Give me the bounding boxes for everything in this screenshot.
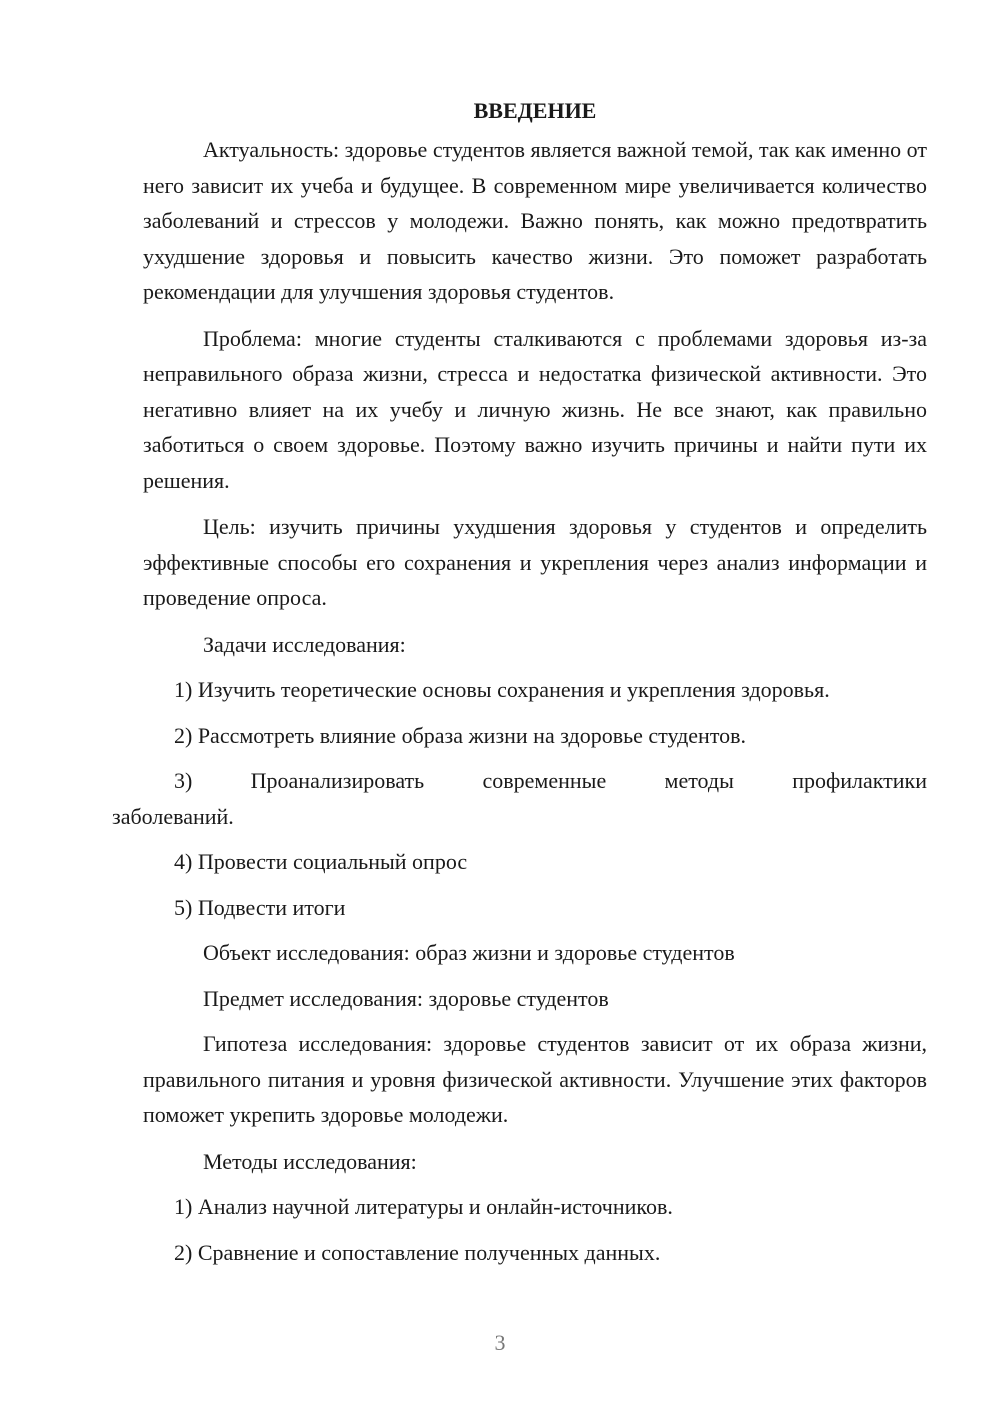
paragraph-problem: Проблема: многие студенты сталкиваются с проблемами здоровья из-за неправильного образа жизни, стресса и недостатка физической активности. Это негативно влияет на их учебу и личную жизнь. Не все знают, как правильно заботиться о своем здоровье. Поэтому важно изучить причины и найти пути их решения. <box>143 325 927 493</box>
task-item-4: 4) Провести социальный опрос <box>174 849 468 874</box>
tasks-heading: Задачи исследования: <box>203 631 406 657</box>
task-item-5: 5) Подвести итоги <box>174 894 346 920</box>
research-subject: Предмет исследования: здоровье студентов <box>203 985 609 1011</box>
paragraph-relevance: Актуальность: здоровье студентов является важной темой, так как именно от него зависит их учеба и будущее. В современном мире увеличивается количество заболеваний и стрессов у молодежи. Важно понять, как можно предотвратить ухудшение здоровья и повысить качество жизни. Это поможет разработать рекомендации для улучшения здоровья студентов. <box>143 137 927 304</box>
paragraph-goal: Цель: изучить причины ухудшения здоровья у студентов и определить эффективные способы его сохранения и укрепления через анализ информации и проведение опроса. <box>143 514 927 610</box>
task-item-3-line-1: 3) Проанализировать современные методы профилактики <box>174 768 927 793</box>
task-item-1: 1) Изучить теоретические основы сохранения и укрепления здоровья. <box>174 677 830 702</box>
task-item-2: 2) Рассмотреть влияние образа жизни на здоровье студентов. <box>174 722 747 748</box>
method-item-2: 2) Сравнение и сопоставление полученных данных. <box>174 1239 661 1265</box>
method-item-1: 1) Анализ научной литературы и онлайн-источников. <box>174 1194 673 1219</box>
task-item-3 <box>112 763 927 834</box>
section-title: ВВЕДЕНИЕ <box>473 98 597 123</box>
research-object: Объект исследования: образ жизни и здоровье студентов <box>203 940 735 965</box>
paragraph-hypothesis: Гипотеза исследования: здоровье студентов зависит от их образа жизни, правильного питания и уровня физической активности. Улучшение этих факторов поможет укрепить здоровье молодежи. <box>143 1031 927 1127</box>
task-item-3-line-2: заболеваний. <box>112 803 234 829</box>
page-content <box>112 96 927 1270</box>
page-number: 3 <box>494 1330 506 1355</box>
methods-heading: Методы исследования: <box>203 1148 417 1174</box>
